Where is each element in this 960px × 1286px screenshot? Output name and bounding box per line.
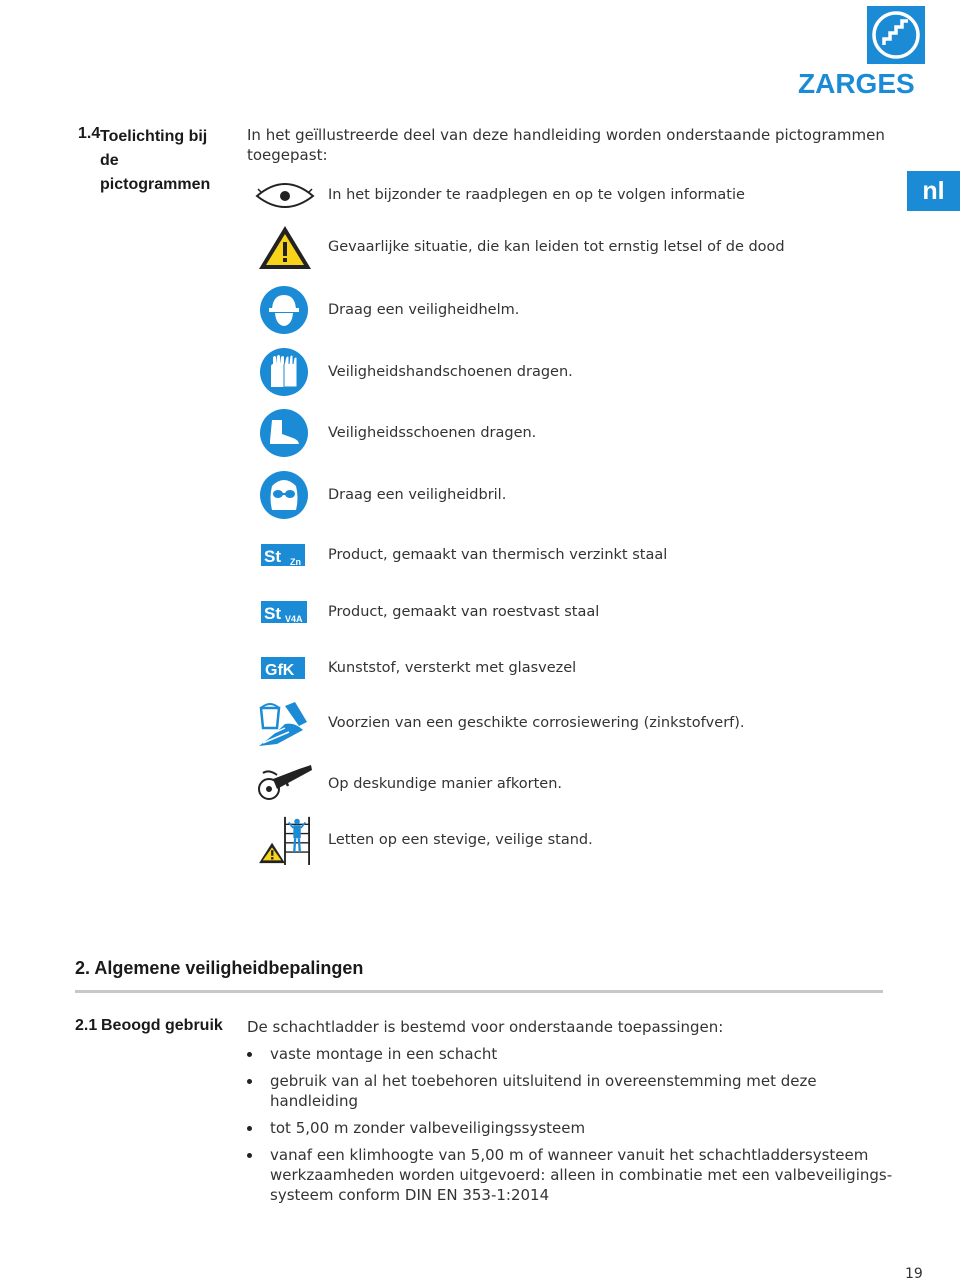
list-item: vaste montage in een schacht: [247, 1044, 907, 1064]
subsection-intro: De schachtladder is bestemd voor onderstaande toepassingen:: [247, 1018, 724, 1036]
safety-helmet-icon: [255, 285, 315, 335]
st-zn-icon-sub: Zn: [290, 557, 301, 567]
section-divider: [75, 990, 883, 993]
usage-list: [247, 1044, 907, 1205]
pictogram-row: [255, 698, 895, 748]
paint-bucket-brush-icon: [255, 698, 315, 748]
zarges-logo-text: ZARGES: [798, 68, 915, 99]
warning-triangle-icon: [255, 222, 315, 272]
pictogram-label: Op deskundige manier afkorten.: [328, 776, 563, 792]
pictogram-row: [255, 347, 895, 397]
pictogram-label: Draag een veiligheidhelm.: [328, 302, 520, 318]
pictogram-label: Veiligheidshandschoenen dragen.: [328, 364, 573, 380]
section-title: Toelichting bij de pictogrammen: [100, 128, 211, 193]
stairs-logo-icon: [867, 6, 925, 64]
zarges-logo-mark: [867, 6, 925, 64]
section-intro: In het geïllustreerde deel van deze handleiding worden onderstaande pictogrammen toegepast:: [247, 126, 885, 164]
pictogram-label: Voorzien van een geschikte corrosiewering (zinkstofverf).: [328, 715, 745, 731]
section-heading: 2. Algemene veiligheidbepalingen: [75, 958, 364, 978]
gfk-icon-text: GfK: [265, 662, 295, 679]
safety-shoes-icon: [255, 408, 315, 458]
page-number: 19: [905, 1266, 923, 1282]
angle-grinder-icon: [255, 759, 315, 809]
eye-icon: [255, 170, 315, 220]
st-zn-icon-text: St: [264, 547, 281, 566]
safety-gloves-icon: [255, 347, 315, 397]
st-zn-icon: [255, 530, 315, 580]
st-v4a-icon: [255, 587, 315, 637]
list-item: gebruik van al het toebehoren uitsluitend in overeenstemming met deze handleiding: [247, 1071, 907, 1111]
pictogram-row: [255, 408, 895, 458]
pictogram-label: Veiligheidsschoenen dragen.: [328, 425, 537, 441]
pictogram-row: [255, 285, 895, 335]
pictogram-row: [255, 587, 895, 637]
pictogram-label: Kunststof, versterkt met glasvezel: [328, 660, 577, 676]
pictogram-row: [255, 222, 895, 272]
pictogram-row: [255, 643, 895, 693]
pictogram-row: [255, 815, 895, 865]
pictogram-row: [255, 170, 895, 220]
pictogram-label: Product, gemaakt van roestvast staal: [328, 604, 600, 620]
subsection-number: 2.1: [75, 1017, 98, 1034]
subsection-body: [247, 1017, 907, 1212]
pictogram-label: Letten op een stevige, veilige stand.: [328, 832, 593, 848]
st-v4a-icon-text: St: [264, 604, 281, 623]
list-item: vanaf een klimhoogte van 5,00 m of wanneer vanuit het schachtladdersysteem werkzaamheden worden uitgevoerd: alleen in combinatie met een valbeveiligings-systeem conform DIN EN 353-1:2014: [247, 1145, 907, 1205]
pictogram-label: Gevaarlijke situatie, die kan leiden tot ernstig letsel of de dood: [328, 239, 785, 255]
list-item: tot 5,00 m zonder valbeveiligingssysteem: [247, 1118, 907, 1138]
pictogram-label: Draag een veiligheidbril.: [328, 487, 507, 503]
gfk-icon: [255, 643, 315, 693]
pictogram-row: [255, 470, 895, 520]
pictogram-label: Product, gemaakt van thermisch verzinkt staal: [328, 547, 668, 563]
subsection-title: Beoogd gebruik: [101, 1017, 223, 1034]
safety-goggles-icon: [255, 470, 315, 520]
pictogram-label: In het bijzonder te raadplegen en op te volgen informatie: [328, 187, 745, 203]
pictogram-row: [255, 530, 895, 580]
pictogram-row: [255, 759, 895, 809]
language-tab: nl: [907, 171, 960, 211]
section-number: 1.4: [78, 125, 101, 142]
st-v4a-icon-sub: V4A: [285, 614, 303, 624]
stable-footing-warning-icon: [255, 815, 315, 865]
